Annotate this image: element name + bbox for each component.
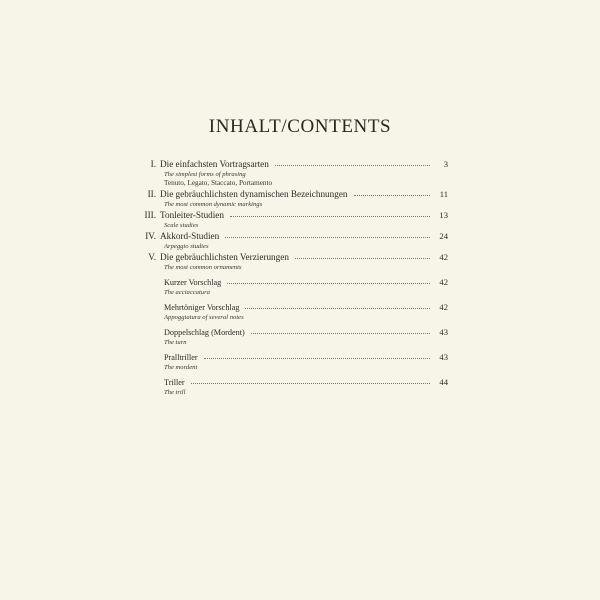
toc-entry-4	[138, 231, 448, 251]
subentry-title-de: Pralltriller	[164, 353, 198, 362]
table-of-contents	[138, 159, 448, 397]
toc-entry-2	[138, 189, 448, 209]
entry-title-en: Scale studies	[164, 222, 199, 229]
entry-page: 3	[443, 159, 448, 169]
toc-subentry-5	[138, 377, 448, 397]
entry-title-en: The simplest forms of phrasing	[164, 171, 246, 178]
toc-subentry-3	[138, 327, 448, 347]
toc-subentry-2	[138, 302, 448, 322]
dot-leader	[251, 333, 430, 334]
entry-number: V.	[148, 252, 156, 262]
subentry-title-en: Appoggiatura of several notes	[164, 314, 244, 321]
entry-number: III.	[144, 210, 156, 220]
entry-extra: Tenuto, Legato, Staccato, Portamento	[164, 179, 273, 187]
dot-leader	[227, 283, 430, 284]
page-title: INHALT/CONTENTS	[208, 116, 392, 137]
entry-title-de: Die gebräuchlichsten Verzierungen	[160, 252, 289, 262]
dot-leader	[225, 237, 430, 238]
subentry-page: 44	[439, 377, 448, 387]
subentry-page: 42	[439, 277, 448, 287]
subentry-title-en: The mordent	[164, 364, 198, 371]
entry-title-en: The most common dynamic markings	[164, 201, 263, 208]
dot-leader	[295, 258, 430, 259]
entry-number: I.	[150, 159, 156, 169]
toc-subentry-4	[138, 352, 448, 372]
subentry-page: 42	[439, 302, 448, 312]
dot-leader	[230, 216, 430, 217]
entry-title-de: Tonleiter-Studien	[160, 210, 224, 220]
dot-leader	[204, 358, 430, 359]
subentry-page: 43	[439, 352, 448, 362]
entry-title-de: Die gebräuchlichsten dynamischen Bezeichnungen	[160, 189, 348, 199]
dot-leader	[191, 383, 430, 384]
subentry-title-en: The acciaccatura	[164, 289, 210, 296]
subentry-title-de: Kurzer Vorschlag	[164, 278, 222, 287]
toc-subentry-1	[138, 277, 448, 297]
subentry-page: 43	[439, 327, 448, 337]
dot-leader	[354, 195, 430, 196]
subentry-title-de: Doppelschlag (Mordent)	[164, 328, 245, 337]
entry-number: IV.	[145, 231, 156, 241]
subentry-title-de: Triller	[164, 378, 185, 387]
subentry-title-en: The turn	[164, 339, 187, 346]
subentry-title-en: The trill	[164, 389, 186, 396]
entry-title-en: Arpeggio studies	[164, 243, 209, 250]
entry-page: 24	[439, 231, 448, 241]
dot-leader	[245, 308, 430, 309]
toc-entry-1	[138, 159, 448, 188]
entry-page: 11	[439, 189, 448, 199]
entry-title-de: Akkord-Studien	[160, 231, 220, 241]
toc-entry-3	[138, 210, 448, 230]
entry-page: 13	[439, 210, 448, 220]
entry-title-de: Die einfachsten Vortragsarten	[160, 159, 269, 169]
toc-entry-5	[138, 252, 448, 272]
subentry-title-de: Mehrtöniger Vorschlag	[164, 303, 240, 312]
entry-page: 42	[439, 252, 448, 262]
entry-title-en: The most common ornaments	[164, 264, 242, 271]
dot-leader	[275, 165, 430, 166]
entry-number: II.	[147, 189, 156, 199]
